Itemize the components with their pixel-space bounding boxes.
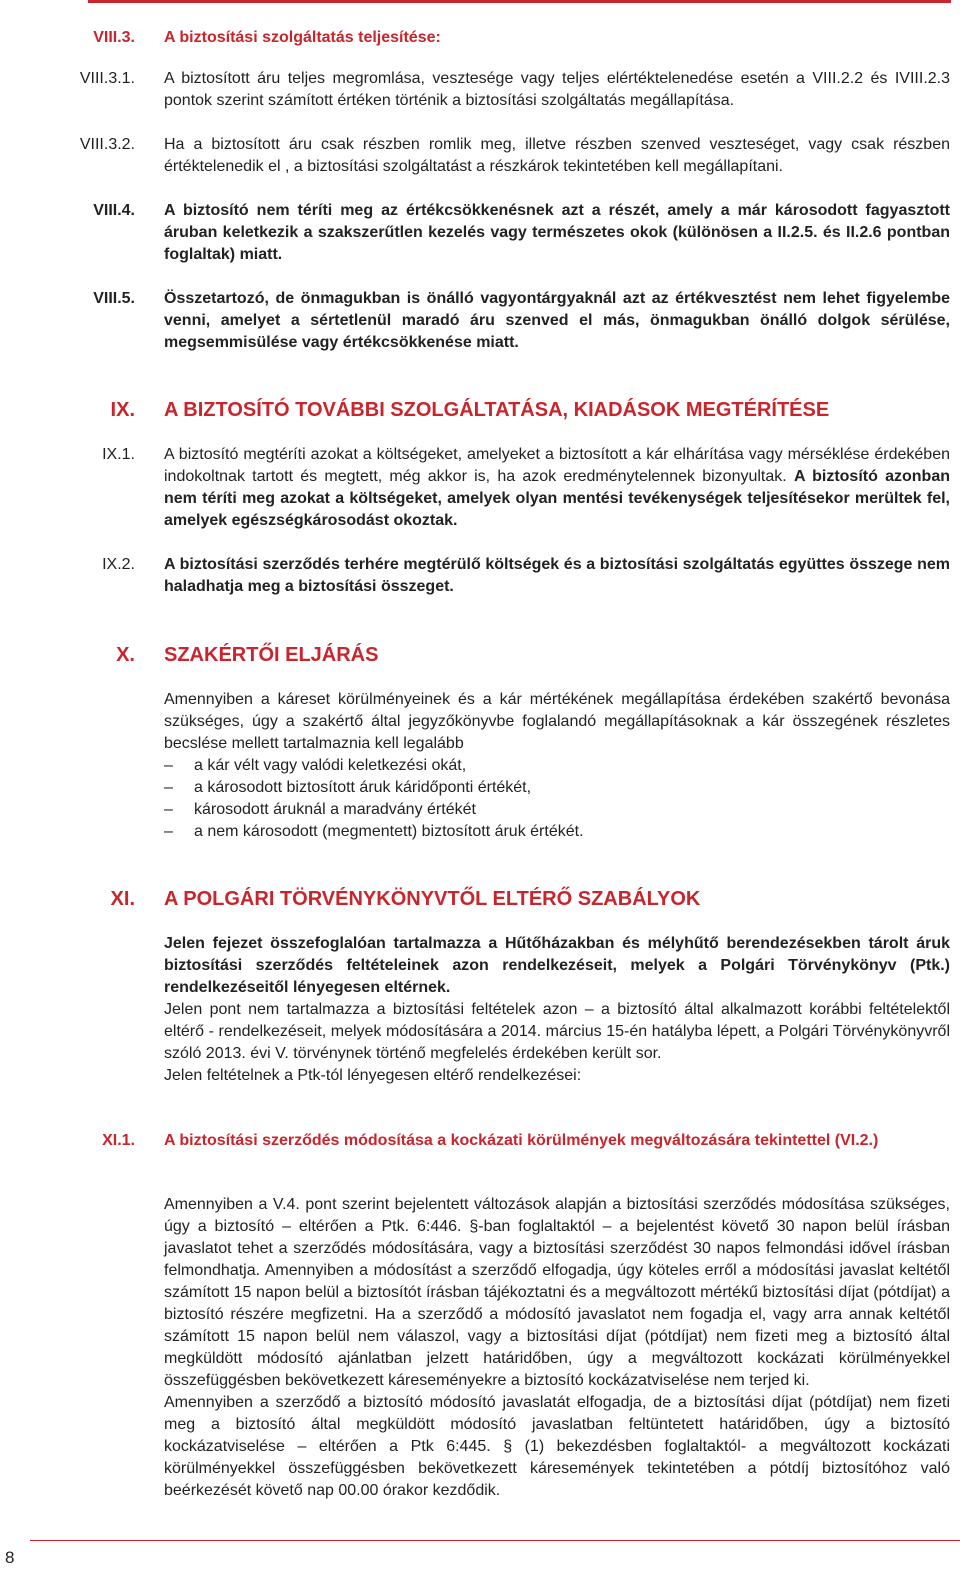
xi-1-paragraph-1: Amennyiben a V.4. pont szerint bejelentett változások alapján a biztosítási szerződés módosítása szükséges, úgy a biztosító – eltérően a Ptk. 6:446. §-ban foglaltaktól – a bejelentést követő 30 napon belül írásban javaslatot tehet a szerződés módosítására, vagy a biztosítási szerződést 30 napos felmondási idővel írásban felmondhatja. Amennyiben a módosítást a szerződő elfogadja, úgy köteles erről a módosítási javaslat keltétől számított 15 napon belül a biztosítót írásban tájékoztatni és a megváltozott mértékű biztosítási díjat (pótdíjat) a biztosító részére megfizetni. Ha a szerződő a módosító javaslatot nem fogadja el, vagy arra annak keltétől számított 15 napon belül nem válaszol, vagy a biztosítási díjat (pótdíjat) nem fizeti meg a biztosító által megküldött módosító ajánlatban jelzett határidőben, úgy a megváltozott kockázati körülményekkel összefüggésben bekövetkezett káreseményekre a biztosító kockázatviselése nem terjed ki. <box>164 1196 950 1389</box>
xi-1-paragraph-2: Amennyiben a szerződő a biztosító módosító javaslatát elfogadja, de a biztosítási díjat (pótdíjat) nem fizeti meg a biztosító által megküldött módosító javaslatban feltüntetett határidőben, úgy a biztosító kockázatviselése – eltérően a Ptk 6:445. § (1) bekezdésben foglaltaktól- a megváltozott kockázati körülményekkel összefüggésben bekövetkezett káresemények tekintetében a pótdíj biztosítóhoz való beérkezését követő nap 00.00 órakor kezdődik. <box>164 1394 950 1499</box>
section-text: Ha a biztosított áru csak részben romlik meg, illetve részben szenved veszteséget, vagy csak részben értéktelenedik el , a biztosítási szolgáltatást a részkárok tekintetében kell megállapítani. <box>164 136 950 175</box>
list-item-text: károsodott áruknál a maradvány értékét <box>194 801 476 818</box>
section-text: A biztosított áru teljes megromlása, vesztesége vagy teljes elértéktelenedése esetén a VIII.2.2 és IVIII.2.3 pontok szerint számított értéken történik a biztosítási szolgáltatás megállapítása. <box>164 70 950 109</box>
section-text: A biztosító nem téríti meg az értékcsökkenésnek azt a részét, amely a már károsodott fagyasztott áruban keletkezik a szakszerűtlen kezelés vagy természetes okok (különösen a II.2.5. és II.2.6 pontban foglaltak) miatt. <box>164 202 950 263</box>
section-text <box>164 689 950 843</box>
section-number: VIII.3.2. <box>79 136 135 153</box>
top-rule <box>88 0 951 3</box>
xi-bold-intro: Jelen fejezet összefoglalóan tartalmazza a Hűtőházakban és mélyhűtő berendezésekben tárolt áruk biztosítási szerződés feltételeinek azon rendelkezéseit, melyek a Polgári Törvénykönyv (Ptk.) rendelkezéseitől lényegesen eltérnek. <box>164 935 950 996</box>
section-text <box>164 444 950 532</box>
dash-bullet: – <box>164 757 173 774</box>
chapter-title: A POLGÁRI TÖRVÉNYKÖNYVTŐL ELTÉRŐ SZABÁLYOK <box>164 888 701 910</box>
section-text <box>164 1194 950 1502</box>
section-number: VIII.4. <box>93 202 135 219</box>
list-item <box>164 755 950 777</box>
section-number: IX.2. <box>102 556 135 573</box>
list-item-text: a károsodott biztosított áruk káridőponti értékét, <box>194 779 532 796</box>
section-title: A biztosítási szolgáltatás teljesítése: <box>164 29 441 46</box>
section-number: VIII.5. <box>93 290 135 307</box>
xi-paragraph-2: Jelen feltételnek a Ptk-tól lényegesen eltérő rendelkezései: <box>164 1067 582 1084</box>
section-number: VIII.3. <box>93 29 135 46</box>
list-item <box>164 799 950 821</box>
section-text: A biztosítási szerződés terhére megtérülő költségek és a biztosítási szolgáltatás együttes összege nem haladhatja meg a biztosítási összeget. <box>164 556 950 595</box>
bottom-rule <box>30 1540 960 1541</box>
list-item-text: a kár vélt vagy valódi keletkezési okát, <box>194 757 467 774</box>
section-number: IX.1. <box>102 446 135 463</box>
dash-bullet: – <box>164 823 173 840</box>
dash-bullet: – <box>164 779 173 796</box>
chapter-number: XI. <box>110 888 135 910</box>
section-title: A biztosítási szerződés módosítása a kockázati körülmények megváltozására tekintettel (VI.2.) <box>164 1132 879 1149</box>
dash-bullet: – <box>164 801 173 818</box>
expert-intro: Amennyiben a káreset körülményeinek és a kár mértékének megállapítása érdekében szakértő bevonása szükséges, úgy a szakértő által jegyzőkönyvbe foglalandó megállapításoknak a kár összegének részletes becslése mellett tartalmaznia kell legalább <box>164 691 950 752</box>
xi-paragraph-1: Jelen pont nem tartalmazza a biztosítási feltételek azon – a biztosító által alkalmazott korábbi feltételektől eltérő - rendelkezéseit, melyek módosítására a 2014. március 15-én hatályba lépett, a Polgári Törvénykönyvről szóló 2013. évi V. törvénynek történő megfelelés érdekében került sor. <box>164 1001 950 1062</box>
list-item <box>164 821 950 843</box>
list-item-text: a nem károsodott (megmentett) biztosított áruk értékét. <box>194 823 584 840</box>
chapter-number: X. <box>116 644 135 666</box>
section-text-bold: A biztosító azonban nem téríti meg azokat a költségeket, amelyek olyan mentési tevékenységek teljesítésekor merültek fel, amelyek egészségkárosodást okoztak. <box>164 468 950 529</box>
chapter-number: IX. <box>110 399 135 421</box>
section-number: XI.1. <box>102 1132 135 1149</box>
chapter-title: A BIZTOSÍTÓ TOVÁBBI SZOLGÁLTATÁSA, KIADÁSOK MEGTÉRÍTÉSE <box>164 399 830 421</box>
section-text: Összetartozó, de önmagukban is önálló vagyontárgyaknál azt az értékvesztést nem lehet figyelembe venni, amelyet a sértetlenül maradó áru szenved el más, önmagukban önálló dolgok sérülése, megsemmisülése vagy értékcsökkenése miatt. <box>164 290 950 351</box>
list-item <box>164 777 950 799</box>
page-number: 8 <box>5 1548 15 1567</box>
chapter-title: SZAKÉRTŐI ELJÁRÁS <box>164 644 379 666</box>
section-text <box>164 933 950 1087</box>
section-text-normal: A biztosító megtéríti azokat a költségeket, amelyeket a biztosított a kár elhárítása vagy mérséklése érdekében indokoltnak tartott és megtett, még akkor is, ha azok eredménytelennek bizonyultak. <box>164 446 950 485</box>
section-number: VIII.3.1. <box>79 70 135 87</box>
